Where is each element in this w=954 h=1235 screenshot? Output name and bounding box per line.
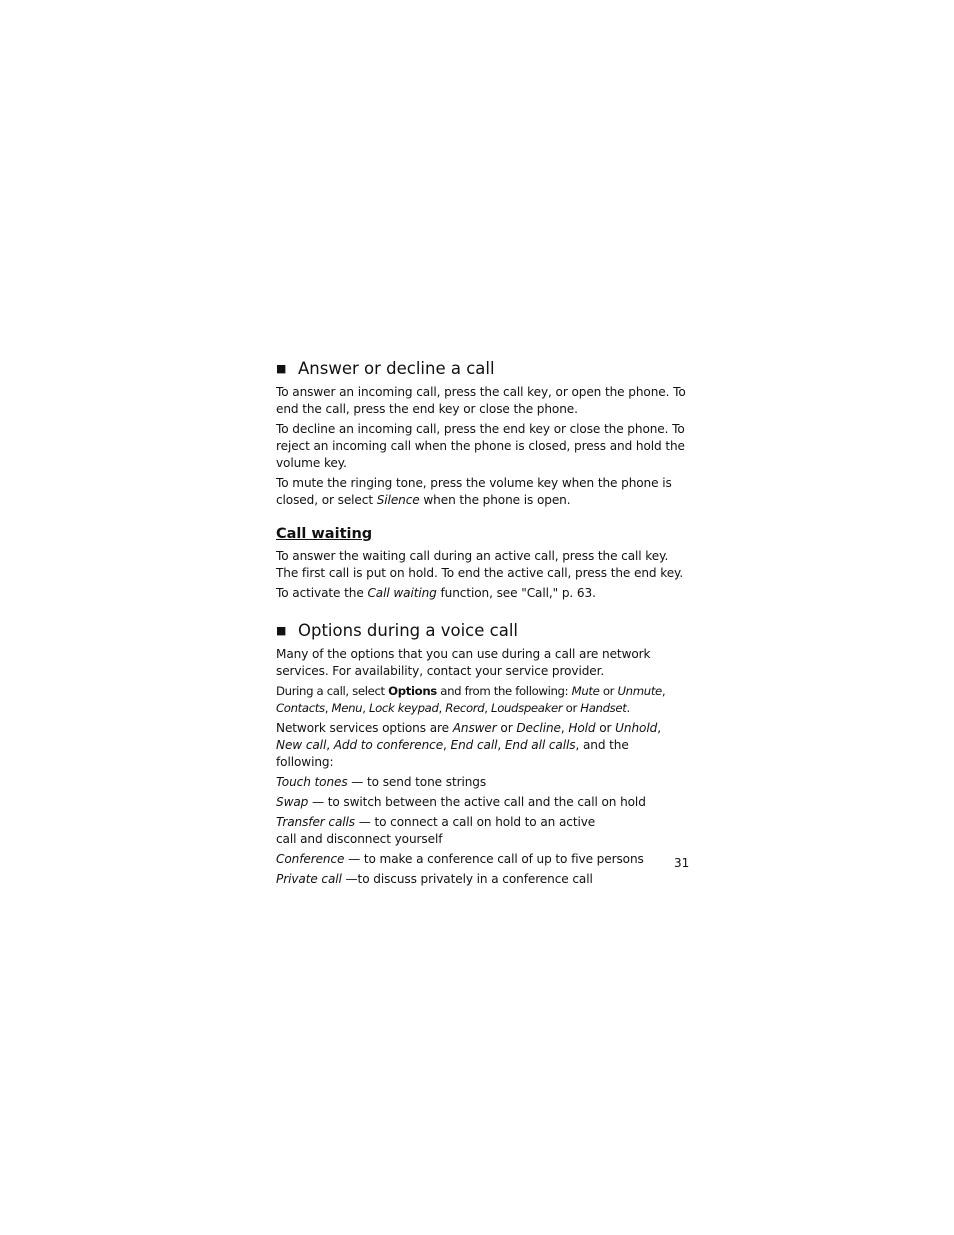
paragraph-during-call-options: During a call, select Options and from the following: Mute or Unmute, Contacts, Menu, Lock keypad, Record, Loudspeaker or Handset. xyxy=(276,684,666,715)
paragraph-network-options: Network services options are Answer or Decline, Hold or Unhold, New call, Add to conference, End call, End all calls, and the following: xyxy=(276,721,661,769)
option-item-private-call: Private call —to discuss privately in a conference call xyxy=(276,872,593,886)
section-title-options-voice-call: ■ Options during a voice call xyxy=(276,621,519,640)
option-item-touch-tones: Touch tones — to send tone strings xyxy=(276,775,487,789)
paragraph-answer: To answer an incoming call, press the call key, or open the phone. To end the call, press the end key or close the phone. xyxy=(276,385,686,416)
section-title-answer-decline: ■ Answer or decline a call xyxy=(276,359,495,378)
square-bullet-icon: ■ xyxy=(276,624,287,637)
page-content xyxy=(276,358,688,891)
paragraph-mute: To mute the ringing tone, press the volume key when the phone is closed, or select Silence when the phone is open. xyxy=(276,476,672,507)
paragraph-call-waiting: To answer the waiting call during an active call, press the call key. The first call is put on hold. To end the active call, press the end key. xyxy=(276,549,684,580)
subsection-title-call-waiting: Call waiting xyxy=(276,526,373,542)
square-bullet-icon: ■ xyxy=(276,362,287,375)
term-call-waiting: Call waiting xyxy=(367,586,437,600)
paragraph-activate-call-waiting: To activate the Call waiting function, see "Call," p. 63. xyxy=(276,586,596,600)
paragraph-decline: To decline an incoming call, press the end key or close the phone. To reject an incoming call when the phone is closed, press and hold the volume key. xyxy=(276,422,685,470)
option-item-swap: Swap — to switch between the active call and the call on hold xyxy=(276,795,646,809)
term-silence: Silence xyxy=(376,493,420,507)
option-item-transfer-calls: Transfer calls — to connect a call on hold to an active call and disconnect yourself xyxy=(276,815,596,846)
term-options: Options xyxy=(388,684,437,698)
page-number: 31 xyxy=(674,856,690,870)
option-item-conference: Conference — to make a conference call of up to five persons xyxy=(276,852,644,866)
paragraph-network-services: Many of the options that you can use during a call are network services. For availability, contact your service provider. xyxy=(276,647,651,678)
